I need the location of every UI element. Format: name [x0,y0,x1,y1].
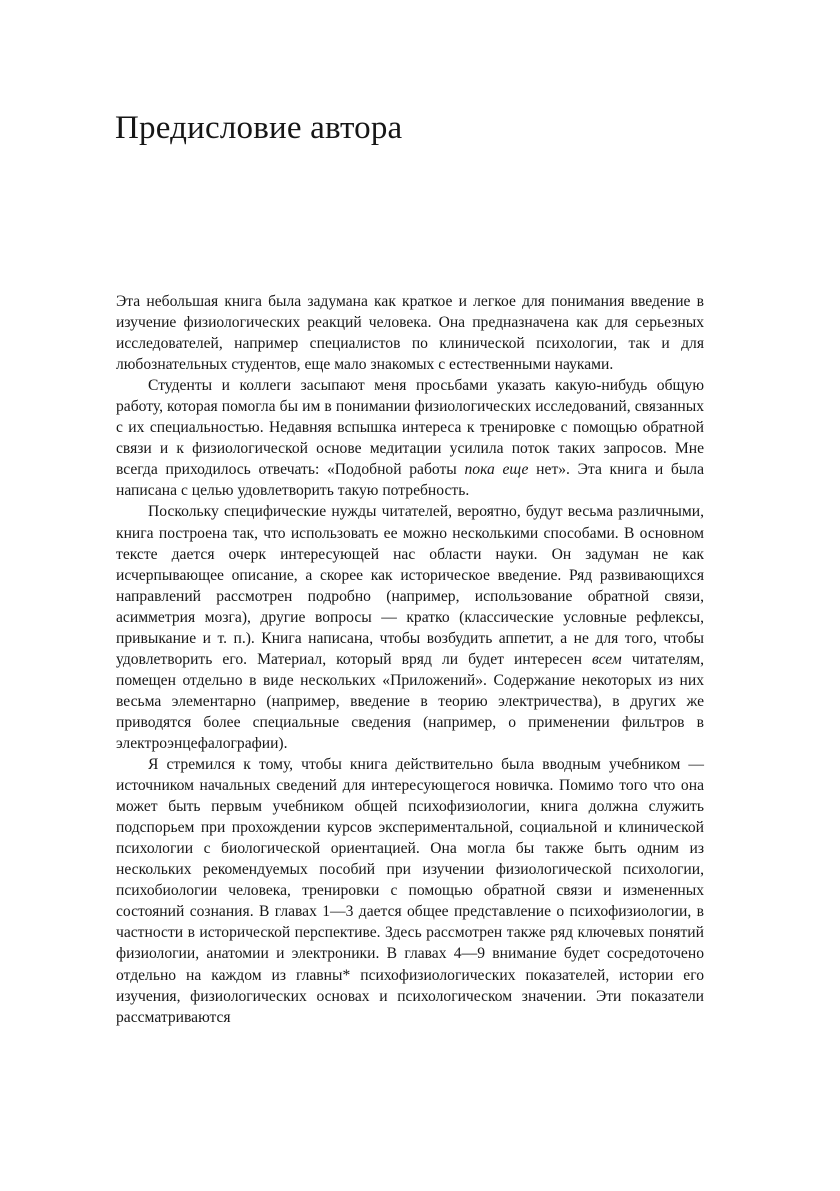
paragraph-4-text: Я стремился к тому, чтобы книга действительно была вводным учебником — источником начальных сведений для интересующегося новичка. Помимо того что она может быть первым учебником общей психофизиологии, книга должна служить подспорьем при прохождении курсов экспериментальной, социальной и клинической психологии с биологической ориентацией. Она могла бы также быть одним из нескольких рекомендуемых пособий при изучении физиологической психологии, психобиологии человека, тренировки с помощью обратной связи и измененных состояний сознания. В главах 1—3 дается общее представление о психофизиологии, в частности в исторической перспективе. Здесь рассмотрен также ряд ключевых понятий физиологии, анатомии и электроники. В главах 4—9 внимание будет сосредоточено отдельно на каждом из главны* психофизиологических показателей, истории его изучения, физиологических основах и психологическом значении. Эти показатели рассматриваются [116,756,704,1026]
paragraph-2-emphasis: пока еще [464,461,529,479]
paragraph-1 [116,291,704,375]
paragraph-2-text-a: Студенты и коллеги засыпают меня просьбами указать какую-нибудь общую работу, которая помогла бы им в понимании физиологических исследований, связанных с их специальностью. Недавняя вспышка интереса к тренировке с помощью обратной связи и к физиологической основе медитации усилила поток таких запросов. Мне всегда приходилось отвечать: «Подобной работы [116,377,704,479]
paragraph-3-text-a: Поскольку специфические нужды читателей, вероятно, будут весьма различными, книга построена так, что использовать ее можно несколькими способами. В основном тексте дается очерк интересующей нас области науки. Он задуман не как исчерпывающее описание, а скорее как историческое введение. Ряд развивающихся направлений рассмотрен подробно (например, использование обратной связи, асимметрия мозга), другие вопросы — кратко (классические условные рефлексы, привыкание и т. п.). Книга написана, чтобы возбудить аппетит, а не для того, чтобы удовлетворить его. Материал, который вряд ли будет интересен [116,503,704,668]
page-title: Предисловие автора [115,110,403,146]
paragraph-3-emphasis: всем [592,650,622,668]
paragraph-2-text-b: нет». Эта книга и была написана с целью удовлетворить такую потребность. [116,461,704,500]
paragraph-1-text: Эта небольшая книга была задумана как краткое и легкое для понимания введение в изучение физиологических реакций человека. Она предназначена как для серьезных исследователей, например специалистов по клинической психологии, так и для любознательных студентов, еще мало знакомых с естественными науками. [116,293,704,374]
paragraph-4 [116,754,704,1028]
paragraph-3-text-b: читателям, помещен отдельно в виде нескольких «Приложений». Содержание некоторых из них весьма элементарно (например, введение в теорию электричества), в других же приводятся более специальные сведения (например, о применении фильтров в электроэнцефалографии). [116,650,704,752]
paragraph-2 [116,375,704,501]
paragraph-3 [116,501,704,754]
preface-body [116,291,704,1028]
